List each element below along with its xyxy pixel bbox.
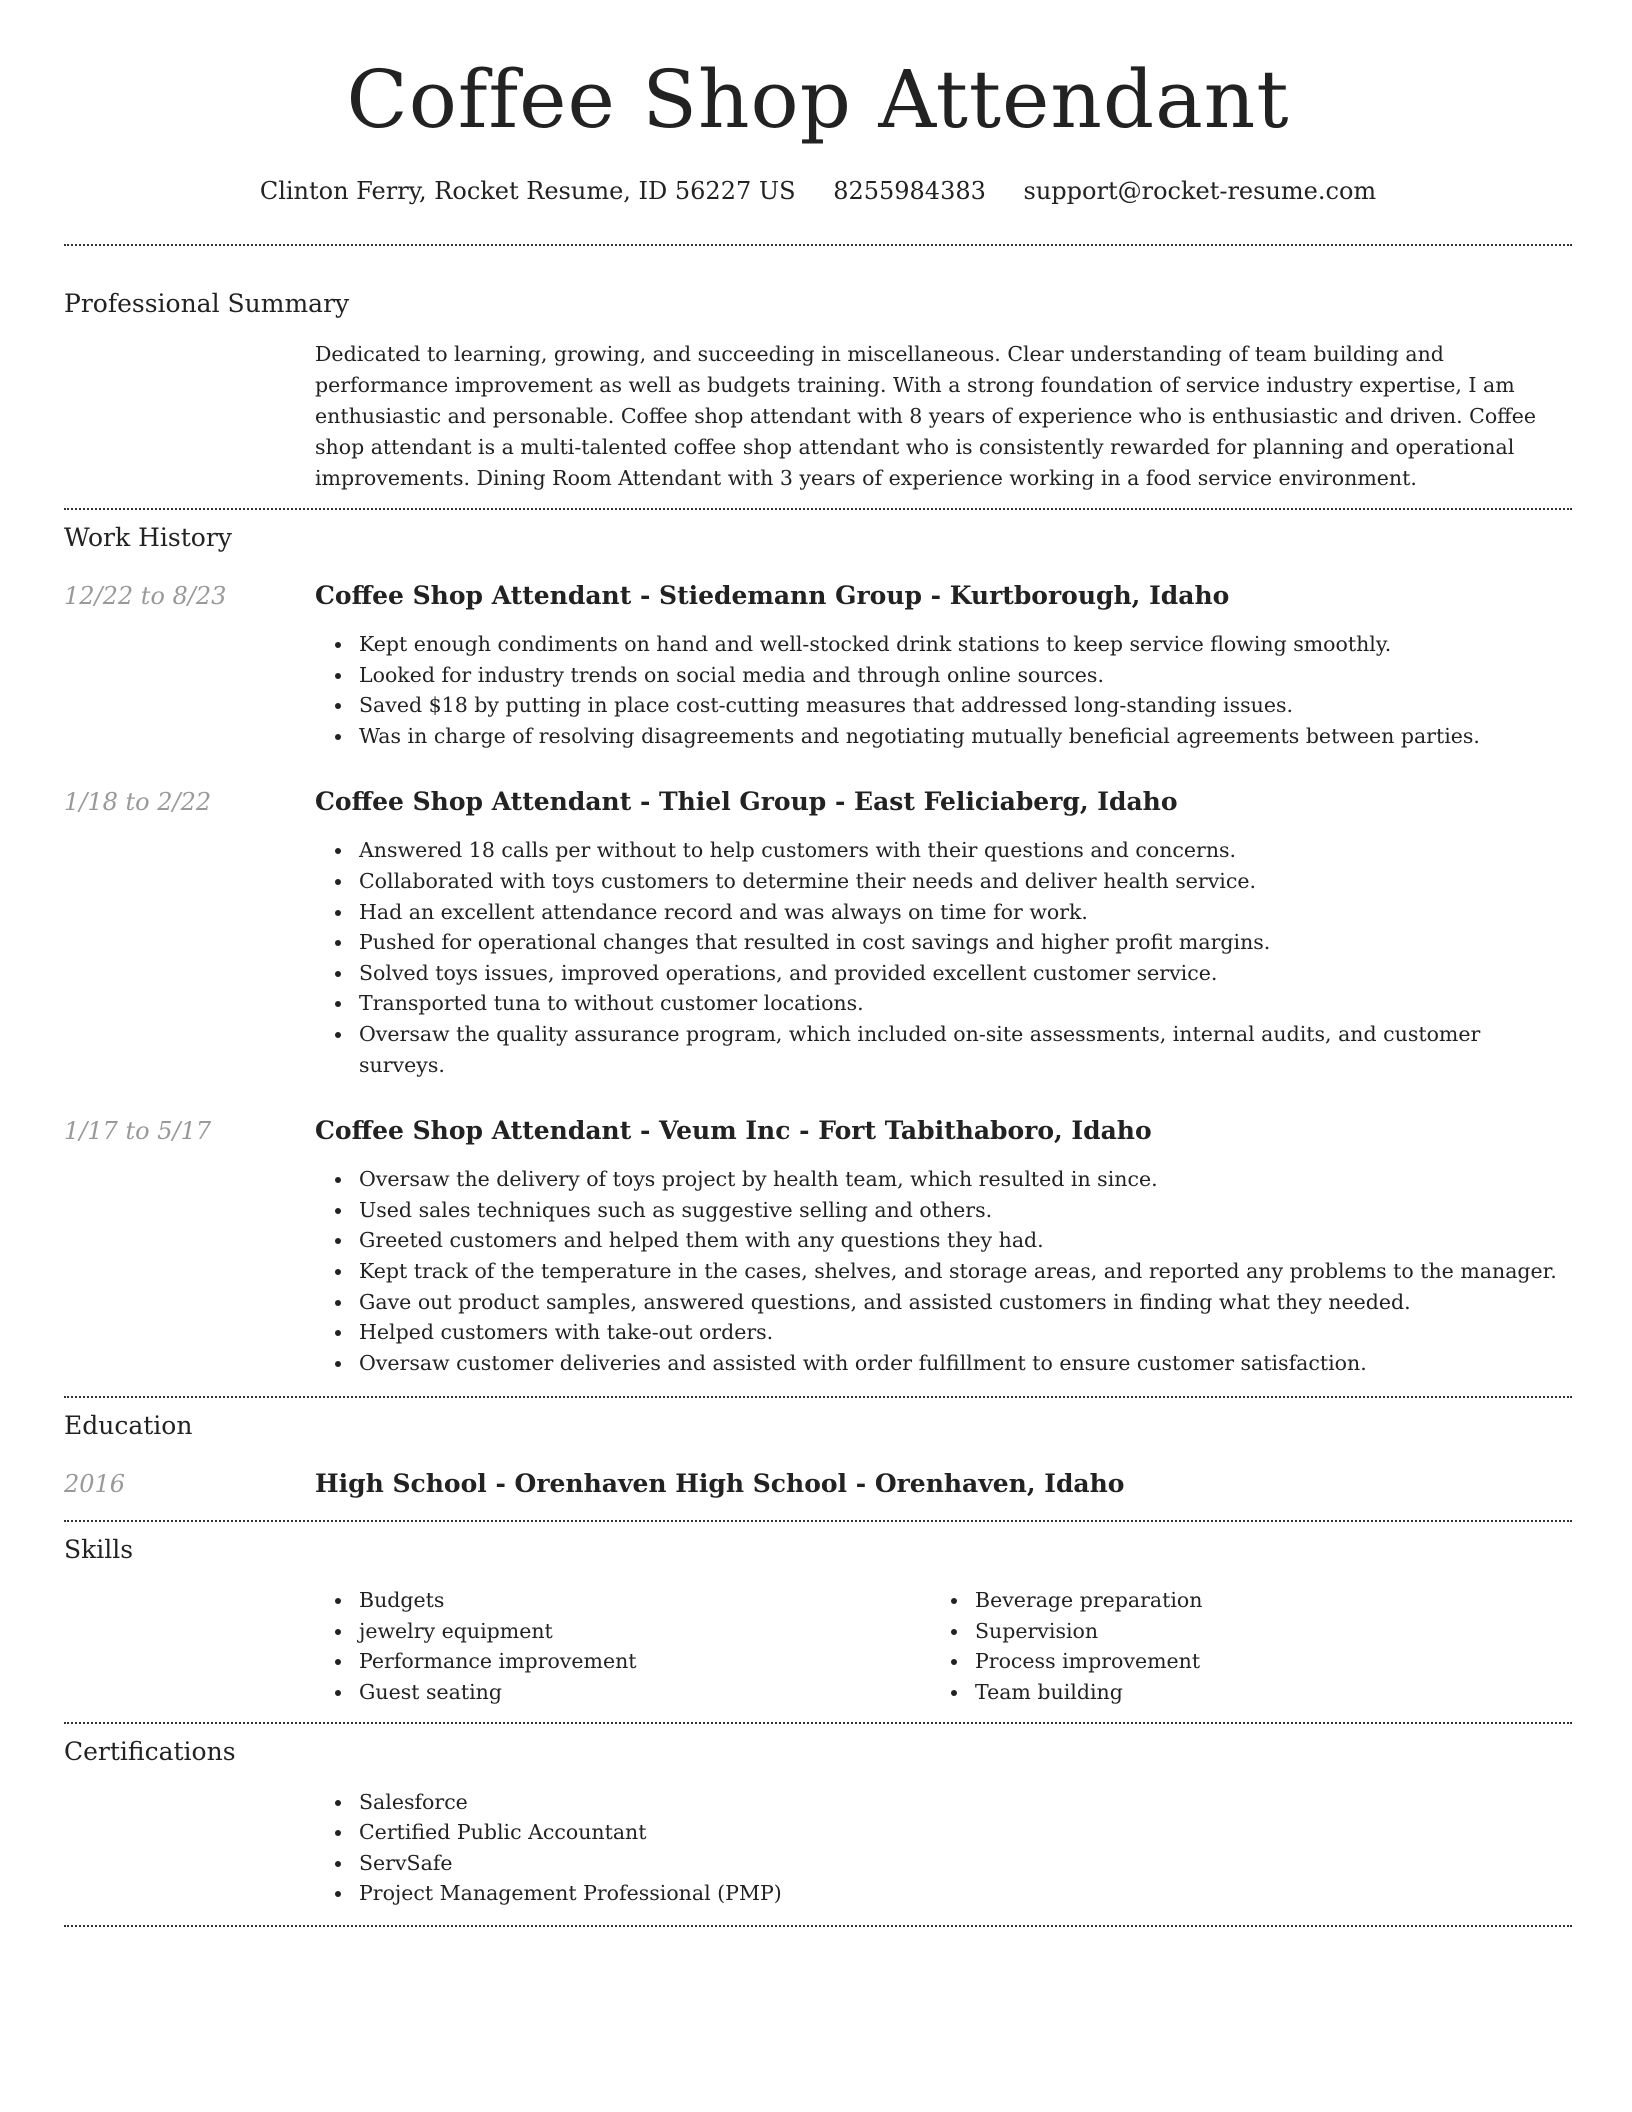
section-title-skills: Skills (64, 1535, 134, 1565)
list-item: Solved toys issues, improved operations, and provided excellent customer service. (359, 958, 1572, 989)
section-title-education: Education (64, 1411, 193, 1441)
divider (64, 1925, 1572, 1927)
list-item: Answered 18 calls per without to help customers with their questions and concerns. (359, 835, 1572, 866)
list-item: Performance improvement (359, 1646, 931, 1677)
list-item: Certified Public Accountant (359, 1817, 1572, 1848)
list-item: Budgets (359, 1585, 931, 1616)
contact-email: support@rocket-resume.com (1023, 177, 1377, 205)
job-bullets (315, 629, 1572, 751)
job-dates: 1/17 to 5/17 (64, 1117, 212, 1146)
education-date: 2016 (64, 1470, 126, 1499)
skills-column-left (315, 1585, 931, 1707)
list-item: Team building (975, 1677, 1547, 1708)
skills-column-right (931, 1585, 1547, 1707)
list-item: Transported tuna to without customer locations. (359, 988, 1572, 1019)
job-bullets (315, 835, 1572, 1080)
list-item: Saved $18 by putting in place cost-cutting measures that addressed long-standing issues. (359, 690, 1572, 721)
list-item: Kept track of the temperature in the cases, shelves, and storage areas, and reported any problems to the manager. (359, 1256, 1572, 1287)
education-heading: High School - Orenhaven High School - Orenhaven, Idaho (315, 1469, 1125, 1499)
section-title-work-history: Work History (64, 523, 232, 552)
job-dates: 12/22 to 8/23 (64, 582, 227, 610)
skills-list (315, 1585, 931, 1707)
list-item: Kept enough condiments on hand and well-stocked drink stations to keep service flowing smoothly. (359, 629, 1572, 660)
list-item: Oversaw the delivery of toys project by health team, which resulted in since. (359, 1164, 1572, 1195)
list-item: Salesforce (359, 1787, 1572, 1818)
resume-title: Coffee Shop Attendant (346, 53, 1290, 146)
skills-section (64, 1522, 1572, 1707)
list-item: Greeted customers and helped them with any questions they had. (359, 1225, 1572, 1256)
list-item: Process improvement (975, 1646, 1547, 1677)
job-heading: Coffee Shop Attendant - Veum Inc - Fort Tabithaboro, Idaho (315, 1116, 1152, 1146)
summary-text: Dedicated to learning, growing, and succeeding in miscellaneous. Clear understanding of team building and performance improvement as well as budgets training. With a strong foundation of service industry expertise, I am enthusiastic and personable. Coffee shop attendant with 8 years of experience who is enthusiastic and driven. Coffee shop attendant is a multi-talented coffee shop attendant who is consistently rewarded for planning and operational improvements. Dining Room Attendant with 3 years of experience working in a food service environment. (315, 342, 1536, 490)
list-item: Used sales techniques such as suggestive selling and others. (359, 1195, 1572, 1226)
list-item: Was in charge of resolving disagreements and negotiating mutually beneficial agreements between parties. (359, 721, 1572, 752)
list-item: Beverage preparation (975, 1585, 1547, 1616)
skills-list (931, 1585, 1547, 1707)
job-entry (64, 580, 1572, 751)
contact-line (64, 176, 1572, 206)
job-heading: Coffee Shop Attendant - Thiel Group - East Feliciaberg, Idaho (315, 787, 1178, 817)
education-section (64, 1398, 1572, 1500)
list-item: Collaborated with toys customers to determine their needs and deliver health service. (359, 866, 1572, 897)
list-item: ServSafe (359, 1848, 1572, 1879)
job-dates: 1/18 to 2/22 (64, 788, 212, 817)
list-item: jewelry equipment (359, 1616, 931, 1647)
certifications-list (315, 1787, 1572, 1909)
list-item: Project Management Professional (PMP) (359, 1878, 1572, 1909)
section-title-summary: Professional Summary (64, 289, 350, 318)
education-entry (64, 1468, 1572, 1500)
summary-section (64, 246, 1572, 494)
job-heading: Coffee Shop Attendant - Stiedemann Group - Kurtborough, Idaho (315, 581, 1230, 610)
job-entry (64, 1115, 1572, 1378)
certifications-section (64, 1724, 1572, 1909)
list-item: Oversaw the quality assurance program, which included on-site assessments, internal audits, and customer surveys. (359, 1019, 1572, 1080)
list-item: Helped customers with take-out orders. (359, 1317, 1572, 1348)
resume-page (64, 0, 1572, 1927)
list-item: Oversaw customer deliveries and assisted with order fulfillment to ensure customer satisfaction. (359, 1348, 1572, 1379)
list-item: Had an excellent attendance record and was always on time for work. (359, 897, 1572, 928)
contact-address: Clinton Ferry, Rocket Resume, ID 56227 US (259, 177, 796, 205)
list-item: Guest seating (359, 1677, 931, 1708)
list-item: Supervision (975, 1616, 1547, 1647)
list-item: Gave out product samples, answered questions, and assisted customers in finding what they needed. (359, 1287, 1572, 1318)
job-bullets (315, 1164, 1572, 1378)
job-entry (64, 786, 1572, 1080)
work-history-section (64, 510, 1572, 1378)
section-title-certifications: Certifications (64, 1736, 236, 1766)
contact-phone: 8255984383 (833, 177, 986, 205)
list-item: Pushed for operational changes that resulted in cost savings and higher profit margins. (359, 927, 1572, 958)
list-item: Looked for industry trends on social media and through online sources. (359, 660, 1572, 691)
